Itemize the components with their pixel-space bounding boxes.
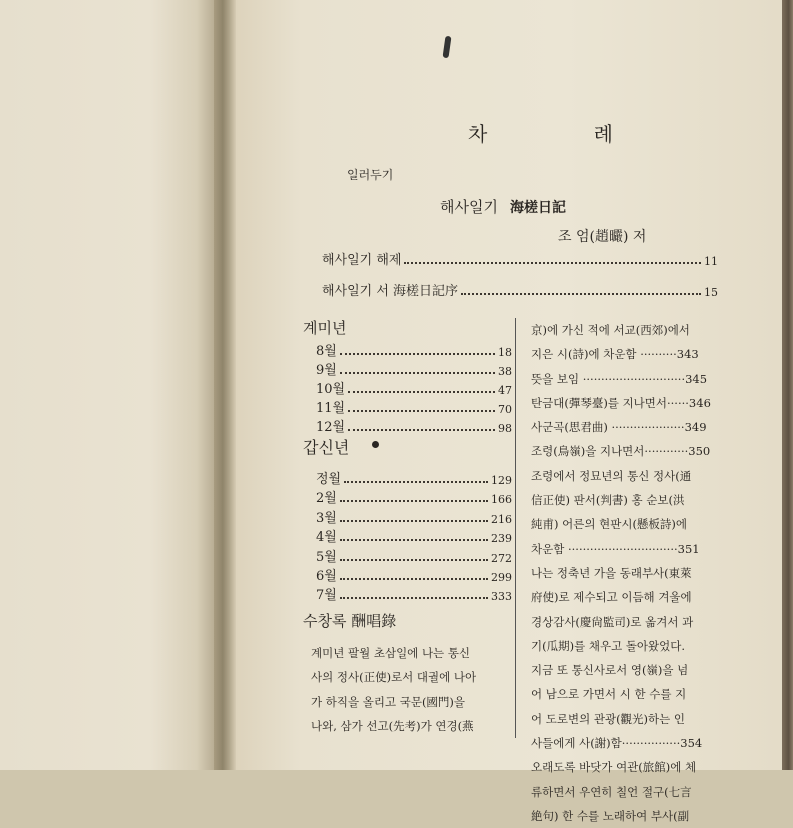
dot-leader bbox=[340, 558, 488, 561]
toc-entry[interactable] bbox=[316, 487, 512, 506]
dot-leader bbox=[340, 352, 495, 355]
text-line: 가 하직을 올리고 국문(國門)을 bbox=[311, 694, 466, 709]
toc-entry-page: 216 bbox=[491, 512, 512, 526]
text-line: 탄금대(彈琴臺)를 지나면서······346 bbox=[531, 395, 711, 410]
toc-entry[interactable] bbox=[316, 378, 512, 397]
toc-entry[interactable] bbox=[316, 340, 512, 359]
dot-leader bbox=[340, 371, 495, 374]
toc-entry-label: 12월 bbox=[316, 420, 346, 435]
toc-entry-page: 333 bbox=[491, 590, 512, 604]
toc-entry-label: 해사일기 서 海槎日記序 bbox=[322, 284, 459, 299]
text-line: 信正使) 판서(判書) 홍 순보(洪 bbox=[531, 493, 685, 508]
text-line: 조령(鳥嶺)을 지나면서············350 bbox=[531, 444, 711, 459]
text-line: 나는 정축년 가을 동래부사(東萊 bbox=[531, 565, 692, 580]
text-line: 오래도록 바닷가 여관(旅館)에 체 bbox=[531, 760, 697, 775]
text-line: 府使)로 제수되고 이듬해 겨울에 bbox=[531, 590, 692, 605]
intro-link[interactable]: 일러두기 bbox=[347, 168, 394, 182]
column-divider bbox=[515, 318, 516, 738]
text-line: 경상감사(慶尙監司)로 옮겨서 과 bbox=[531, 614, 694, 629]
toc-entry-label: 10월 bbox=[316, 382, 346, 397]
dot-leader bbox=[348, 409, 495, 412]
right-column-text bbox=[531, 318, 741, 828]
toc-entry-label: 정월 bbox=[316, 472, 342, 487]
toc-entry[interactable] bbox=[316, 584, 512, 603]
toc-entry-page: 47 bbox=[498, 384, 512, 397]
author-line: 조 엄(趙曮) 저 bbox=[558, 229, 647, 245]
text-line: 기(瓜期)를 채우고 돌아왔었다. bbox=[531, 638, 686, 653]
text-line: 사군곡(思君曲) ····················349 bbox=[531, 420, 707, 435]
section-heading: 갑신년 bbox=[303, 438, 350, 457]
toc-entry[interactable] bbox=[316, 565, 512, 584]
toc-entry-page: 11 bbox=[704, 255, 718, 268]
dot-leader bbox=[340, 519, 488, 522]
dot-leader bbox=[340, 596, 488, 599]
text-line: 어 남으로 가면서 시 한 수를 지 bbox=[531, 687, 687, 702]
text-line: 지금 또 통신사로서 영(嶺)을 넘 bbox=[531, 663, 689, 678]
toc-entry-label: 6월 bbox=[316, 569, 337, 584]
text-line: 京)에 가신 적에 서교(西郊)에서 bbox=[531, 323, 690, 337]
toc-entry-page: 299 bbox=[491, 571, 512, 584]
text-line: 뜻을 보임 ····························345 bbox=[531, 371, 708, 386]
text-line: 나와, 삼가 선고(先考)가 연경(燕 bbox=[311, 718, 474, 733]
text-line: 사들에게 사(謝)함················354 bbox=[531, 736, 703, 751]
toc-entry-label: 5월 bbox=[316, 549, 337, 565]
page-edge bbox=[782, 0, 793, 770]
toc-entry-page: 70 bbox=[498, 403, 512, 416]
toc-entry[interactable] bbox=[316, 468, 512, 487]
dot-leader bbox=[340, 577, 488, 580]
toc-entry-page: 38 bbox=[498, 365, 512, 378]
dot-leader bbox=[348, 428, 495, 431]
book-spine bbox=[214, 0, 236, 770]
section-heading: 계미년 bbox=[303, 319, 347, 337]
dot-leader bbox=[348, 390, 495, 393]
toc-entry-label: 해사일기 해제 bbox=[322, 253, 402, 268]
subtitle-korean: 해사일기 bbox=[440, 198, 498, 216]
toc-entry[interactable] bbox=[316, 526, 512, 545]
left-page bbox=[0, 0, 214, 770]
toc-entry[interactable] bbox=[316, 416, 512, 435]
toc-entry-label: 9월 bbox=[316, 363, 337, 378]
text-line: 류하면서 우연히 칠언 절구(七言 bbox=[531, 784, 692, 799]
text-line: 純甫) 어른의 현판시(懸板詩)에 bbox=[531, 517, 688, 532]
toc-entry-page: 166 bbox=[491, 493, 512, 507]
toc-entry-page: 272 bbox=[491, 551, 512, 565]
toc-entry-label: 3월 bbox=[316, 510, 337, 526]
subtitle-hanja: 海槎日記 bbox=[509, 200, 566, 216]
text-line: 지은 시(詩)에 차운함 ··········343 bbox=[531, 347, 699, 362]
toc-entry[interactable] bbox=[316, 359, 512, 378]
toc-entry-page: 15 bbox=[704, 286, 718, 299]
text-line: 絶句) 한 수를 노래하여 부사(副 bbox=[531, 808, 690, 823]
toc-entry-page: 18 bbox=[498, 346, 512, 359]
dot-leader bbox=[344, 480, 488, 483]
section-heading: 수창록 酬唱錄 bbox=[303, 612, 397, 630]
toc-entry-label: 7월 bbox=[316, 588, 337, 604]
toc-entry-label: 8월 bbox=[316, 344, 337, 359]
page-title: 차 례 bbox=[468, 122, 663, 146]
text-line: 계미년 팔월 초삼일에 나는 통신 bbox=[311, 646, 471, 660]
text-line: 조령에서 정묘년의 통신 정사(通 bbox=[531, 468, 692, 483]
section-paragraph bbox=[311, 641, 511, 738]
toc-entry[interactable] bbox=[322, 249, 718, 268]
toc-entry-page: 239 bbox=[491, 532, 512, 546]
toc-entry-label: 2월 bbox=[316, 491, 337, 507]
text-line: 어 도로변의 관광(觀光)하는 인 bbox=[531, 711, 686, 726]
book-subtitle bbox=[440, 196, 566, 217]
toc-entry[interactable] bbox=[316, 397, 512, 416]
toc-entry[interactable] bbox=[316, 507, 512, 526]
text-line: 사의 정사(正使)로서 대궐에 나아 bbox=[311, 670, 477, 685]
toc-entry-page: 98 bbox=[498, 422, 512, 435]
dot-leader bbox=[340, 538, 488, 541]
toc-entry-label: 11월 bbox=[316, 401, 346, 416]
text-line: 차운함 ······························351 bbox=[531, 541, 700, 556]
bullet-mark bbox=[372, 441, 379, 448]
dot-leader bbox=[404, 261, 701, 264]
toc-entry[interactable] bbox=[316, 546, 512, 565]
dot-leader bbox=[340, 499, 488, 502]
dot-leader bbox=[461, 292, 701, 295]
toc-entry-page: 129 bbox=[491, 474, 512, 487]
toc-entry[interactable] bbox=[322, 280, 718, 299]
toc-entry-label: 4월 bbox=[316, 530, 337, 546]
